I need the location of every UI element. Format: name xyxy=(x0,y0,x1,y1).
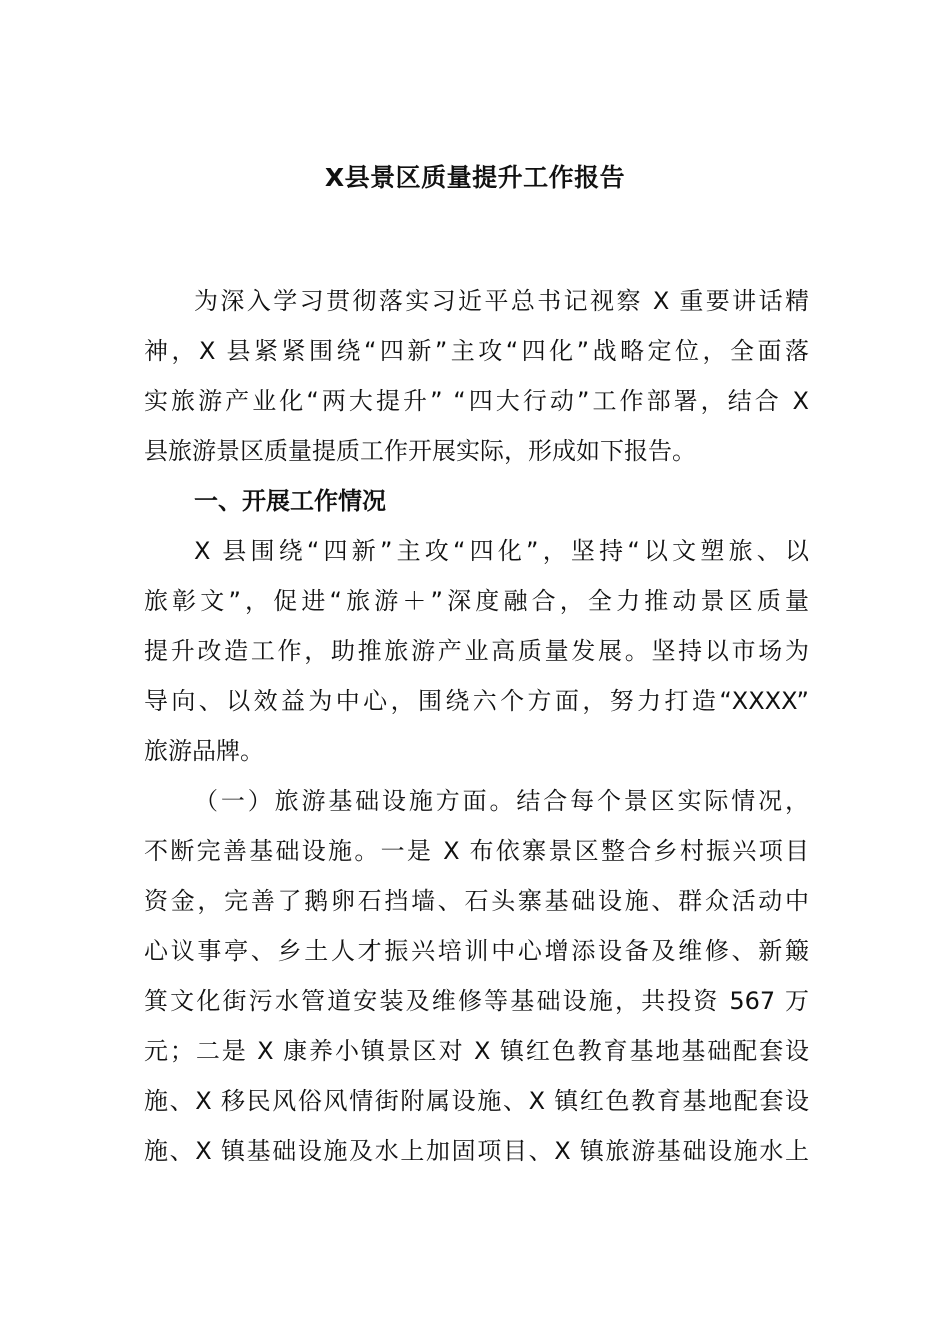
paragraph-line: 旅游品牌。 xyxy=(144,737,264,765)
paragraph-line: 提升改造工作，助推旅游产业高质量发展。坚持以市场为 xyxy=(144,637,809,665)
paragraph-line: 神，X 县紧紧围绕“四新”主攻“四化”战略定位，全面落 xyxy=(144,337,809,365)
document-title: X县景区质量提升工作报告 xyxy=(324,163,626,192)
paragraph-line: 导向、以效益为中心，围绕六个方面，努力打造“XXXX” xyxy=(144,687,809,715)
paragraph-line: 施、X 移民风俗风情街附属设施、X 镇红色教育基地配套设 xyxy=(144,1087,809,1115)
paragraph-line: 为深入学习贯彻落实习近平总书记视察 X 重要讲话精 xyxy=(194,287,809,315)
paragraph-line: X 县围绕“四新”主攻“四化”，坚持“以文塑旅、以 xyxy=(194,537,809,565)
paragraph-line: 实旅游产业化“两大提升” “四大行动”工作部署，结合 X xyxy=(144,387,809,415)
paragraph-line: 心议事亭、乡土人才振兴培训中心增添设备及维修、新簸 xyxy=(144,937,809,965)
paragraph-line: 资金，完善了鹅卵石挡墙、石头寨基础设施、群众活动中 xyxy=(144,887,809,915)
paragraph-line: 箕文化街污水管道安装及维修等基础设施，共投资 567 万 xyxy=(144,987,809,1015)
paragraph-line: 旅彰文”，促进“旅游＋”深度融合，全力推动景区质量 xyxy=(144,587,809,615)
paragraph-line: （一）旅游基础设施方面。结合每个景区实际情况， xyxy=(194,787,809,815)
paragraph-line: 元；二是 X 康养小镇景区对 X 镇红色教育基地基础配套设 xyxy=(144,1037,809,1065)
paragraph-line: 施、X 镇基础设施及水上加固项目、X 镇旅游基础设施水上 xyxy=(144,1137,809,1165)
paragraph-line: 不断完善基础设施。一是 X 布依寨景区整合乡村振兴项目 xyxy=(144,837,809,865)
section-heading: 一、开展工作情况 xyxy=(194,487,386,515)
paragraph-line: 县旅游景区质量提质工作开展实际，形成如下报告。 xyxy=(144,437,696,465)
